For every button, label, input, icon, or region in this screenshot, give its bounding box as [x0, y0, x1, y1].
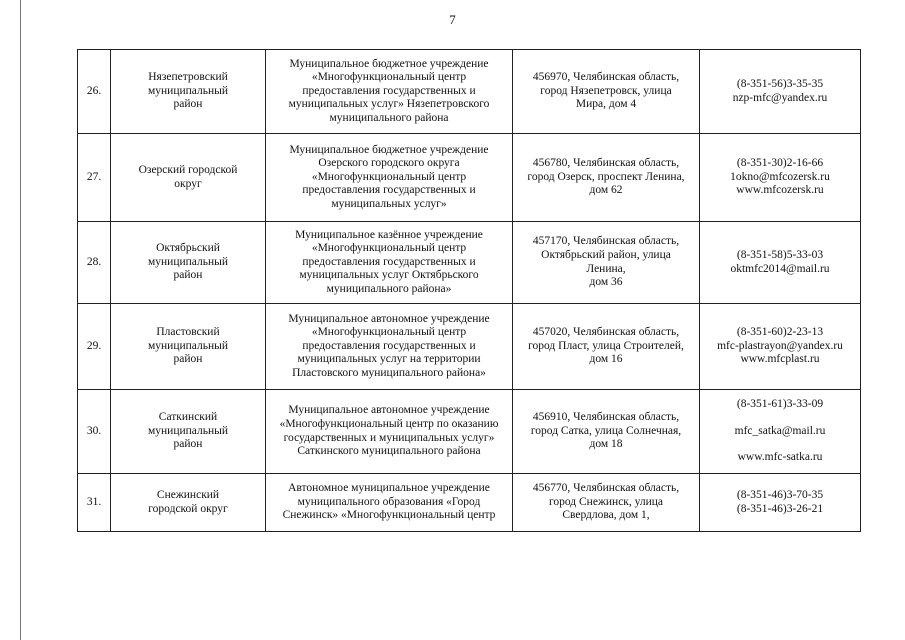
phone: (8-351-58)5-33-03 [736, 248, 824, 261]
organization-cell: Муниципальное автономное учреждение «Многофункциональный центр по оказанию государственных и муниципальных услуг» Саткинского муниципального района [266, 390, 513, 474]
organization-cell: Муниципальное автономное учреждение «Многофункциональный центр предоставления государственных и муниципальных услуг на территории Пластовского муниципального района» [266, 304, 513, 390]
email-link[interactable]: mfc_satka@mail.ru [734, 424, 826, 437]
contacts-cell [700, 134, 861, 222]
organization-cell: Автономное муниципальное учреждение муниципального образования «Город Снежинск» «Многофункциональный центр [266, 474, 513, 532]
website-link[interactable]: www.mfcplast.ru [740, 353, 820, 366]
address-cell: 456910, Челябинская область, город Сатка, улица Солнечная, дом 18 [513, 390, 700, 474]
phone: (8-351-60)2-23-13 [736, 326, 824, 339]
phone: (8-351-61)3-33-09 [736, 398, 824, 411]
email-link[interactable]: oktmfc2014@mail.ru [730, 262, 830, 275]
table-row [78, 222, 861, 304]
phone: (8-351-30)2-16-66 [736, 157, 824, 170]
contacts-cell [700, 474, 861, 532]
row-number: 29. [78, 304, 111, 390]
phone: (8-351-56)3-35-35 [736, 77, 824, 90]
address-cell: 457170, Челябинская область, Октябрьский район, улица Ленина, дом 36 [513, 222, 700, 304]
district-cell: Снежинский городской округ [111, 474, 266, 532]
website-link[interactable]: www.mfc-satka.ru [737, 451, 823, 464]
table-row [78, 390, 861, 474]
email-link[interactable]: nzp-mfc@yandex.ru [732, 91, 828, 104]
email-link[interactable]: 1okno@mfcozersk.ru [730, 170, 830, 183]
phone: (8-351-46)3-26-21 [736, 502, 824, 515]
contacts-gap [704, 412, 856, 425]
contacts-cell [700, 390, 861, 474]
row-number: 31. [78, 474, 111, 532]
page-left-edge [20, 0, 21, 640]
address-cell: 456970, Челябинская область, город Нязепетровск, улица Мира, дом 4 [513, 50, 700, 134]
organization-cell: Муниципальное бюджетное учреждение Озерского городского округа «Многофункциональный центр предоставления государственных и муниципальных услуг» [266, 134, 513, 222]
table-row [78, 50, 861, 134]
address-cell: 456780, Челябинская область, город Озерск, проспект Ленина, дом 62 [513, 134, 700, 222]
page-number: 7 [449, 12, 456, 27]
address-cell: 456770, Челябинская область, город Снежинск, улица Свердлова, дом 1, [513, 474, 700, 532]
table-row [78, 474, 861, 532]
district-cell: Озерский городской округ [111, 134, 266, 222]
website-link[interactable]: www.mfcozersk.ru [736, 184, 824, 197]
mfc-registry-table [77, 49, 861, 532]
district-cell: Нязепетровский муниципальный район [111, 50, 266, 134]
district-cell: Октябрьский муниципальный район [111, 222, 266, 304]
row-number: 28. [78, 222, 111, 304]
contacts-cell [700, 50, 861, 134]
district-cell: Пластовский муниципальный район [111, 304, 266, 390]
contacts-cell [700, 222, 861, 304]
phone: (8-351-46)3-70-35 [736, 488, 824, 501]
table-row [78, 304, 861, 390]
row-number: 27. [78, 134, 111, 222]
organization-cell: Муниципальное казённое учреждение «Многофункциональный центр предоставления государственных и муниципальных услуг Октябрьского муниципального района» [266, 222, 513, 304]
address-cell: 457020, Челябинская область, город Пласт, улица Строителей, дом 16 [513, 304, 700, 390]
table-row [78, 134, 861, 222]
district-cell: Саткинский муниципальный район [111, 390, 266, 474]
row-number: 30. [78, 390, 111, 474]
contacts-cell [700, 304, 861, 390]
email-link[interactable]: mfc-plastrayon@yandex.ru [717, 339, 843, 352]
row-number: 26. [78, 50, 111, 134]
contacts-gap [704, 438, 856, 451]
organization-cell: Муниципальное бюджетное учреждение «Многофункциональный центр предоставления государственных и муниципальных услуг» Нязепетровского муниципального района [266, 50, 513, 134]
